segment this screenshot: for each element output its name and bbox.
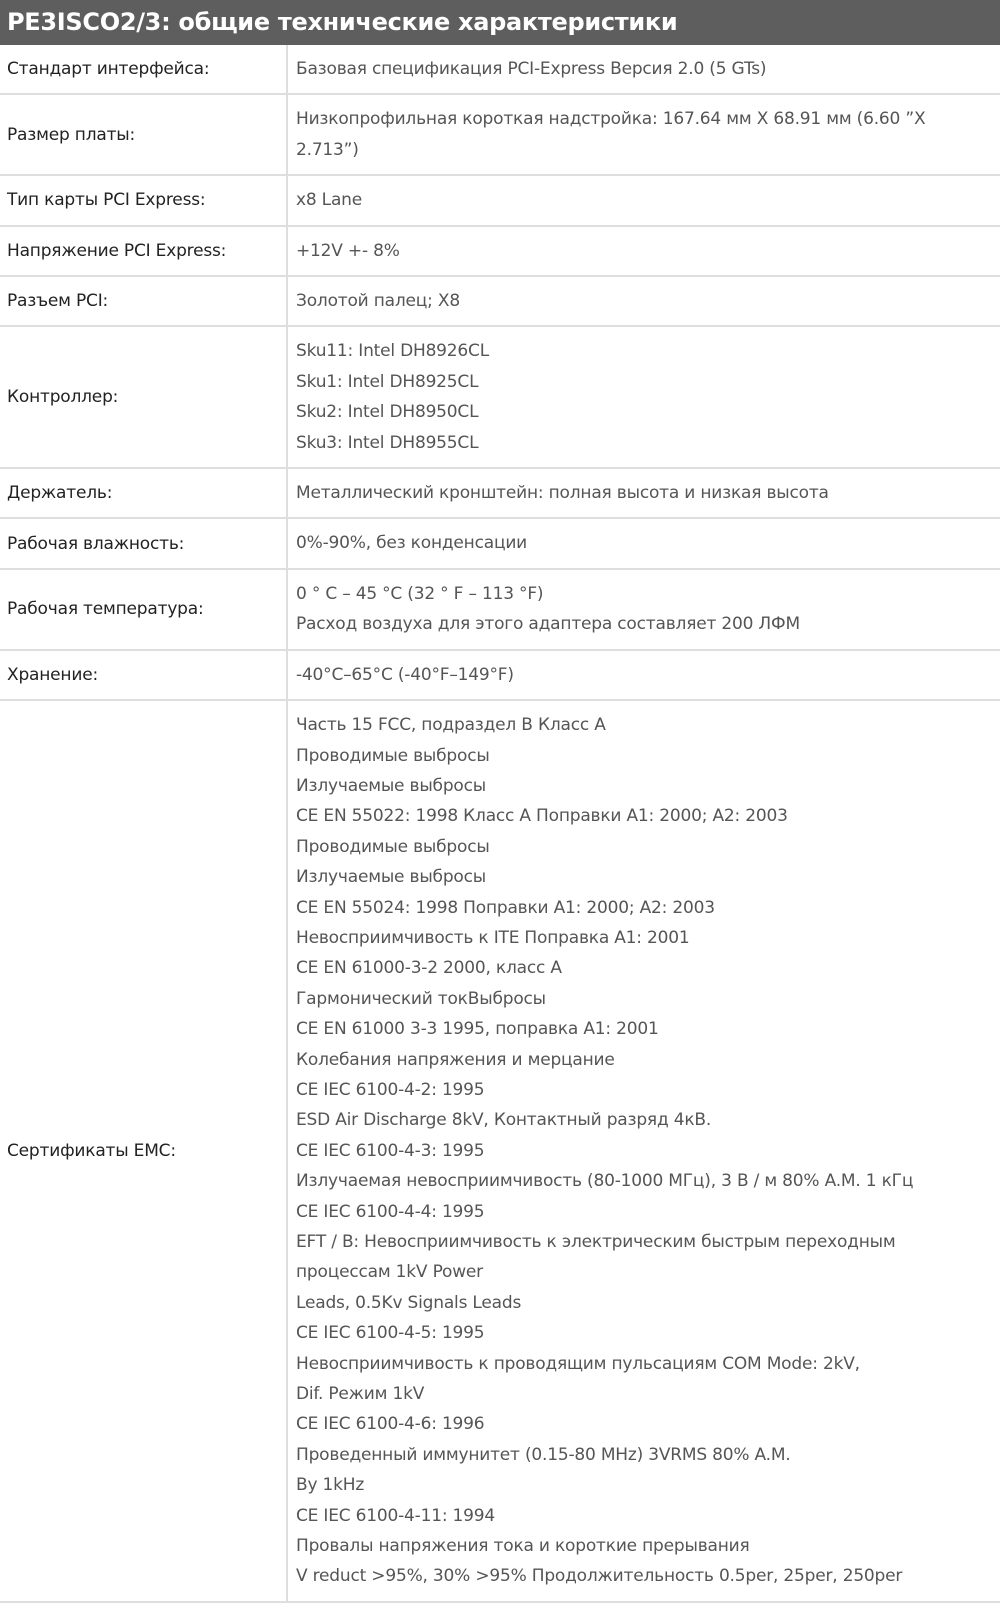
spec-value	[287, 226, 1000, 276]
spec-value-line: 0 ° C – 45 °C (32 ° F – 113 °F)	[296, 583, 544, 604]
spec-value-line: By 1kHz	[296, 1475, 365, 1496]
spec-value-line: -40°C–65°C (-40°F–149°F)	[296, 664, 514, 685]
spec-value-line: Излучаемая невосприимчивость (80-1000 МГц), 3 В / м 80% A.M. 1 кГц	[296, 1171, 914, 1192]
spec-value	[287, 276, 1000, 326]
table-row	[0, 700, 1000, 1602]
table-row	[0, 45, 1000, 94]
spec-value-line: CE IEC 6100-4-4: 1995	[296, 1201, 485, 1222]
spec-label: Хранение:	[0, 650, 287, 700]
spec-value-line: Невосприимчивость к ITE Поправка A1: 2001	[296, 927, 690, 948]
spec-value-line: Гармонический токВыбросы	[296, 988, 546, 1009]
spec-label: Держатель:	[0, 468, 287, 518]
spec-value-line: Базовая спецификация PCI-Express Версия 2.0 (5 GTs)	[296, 59, 767, 79]
spec-value-line: CE IEC 6100-4-5: 1995	[296, 1323, 485, 1344]
spec-value-line: Излучаемые выбросы	[296, 867, 486, 888]
table-row	[0, 175, 1000, 225]
spec-value-line: ESD Air Discharge 8kV, Контактный разряд 4кВ.	[296, 1110, 712, 1131]
spec-label: Стандарт интерфейса:	[0, 45, 287, 94]
spec-value	[287, 326, 1000, 468]
spec-label: Разъем PCI:	[0, 276, 287, 326]
spec-value	[287, 175, 1000, 225]
spec-value-line: Излучаемые выбросы	[296, 775, 486, 796]
table-row	[0, 326, 1000, 468]
spec-value-line: EFT / B: Невосприимчивость к электрическим быстрым переходным	[296, 1232, 896, 1252]
spec-value-line: Sku1: Intel DH8925CL	[296, 371, 479, 392]
spec-value	[287, 94, 1000, 175]
spec-value-line: Золотой палец; X8	[296, 291, 460, 312]
spec-value-line: CE IEC 6100-4-6: 1996	[296, 1414, 485, 1435]
spec-label: Рабочая влажность:	[0, 518, 287, 568]
spec-value-line: Проводимые выбросы	[296, 836, 490, 857]
spec-label: Размер платы:	[0, 94, 287, 175]
spec-value-line: Sku11: Intel DH8926CL	[296, 341, 489, 362]
table-row	[0, 226, 1000, 276]
spec-value	[287, 518, 1000, 568]
table-row	[0, 518, 1000, 568]
table-row	[0, 650, 1000, 700]
table-row	[0, 94, 1000, 175]
spec-value-line: CE EN 61000-3-2 2000, класс A	[296, 958, 562, 979]
spec-value-line: +12V +- 8%	[296, 240, 400, 261]
spec-value-line: 2.713”)	[296, 139, 359, 160]
spec-label: Контроллер:	[0, 326, 287, 468]
table-row	[0, 468, 1000, 518]
spec-value-line: Проводимые выбросы	[296, 745, 490, 766]
spec-table	[0, 45, 1000, 1603]
spec-label: Тип карты PCI Express:	[0, 175, 287, 225]
spec-value-line: CE EN 55024: 1998 Поправки A1: 2000; A2: 2003	[296, 897, 715, 918]
spec-value-line: CE IEC 6100-4-2: 1995	[296, 1079, 485, 1100]
spec-value-line: CE IEC 6100-4-11: 1994	[296, 1505, 496, 1526]
spec-value	[287, 468, 1000, 518]
spec-value-line: x8 Lane	[296, 190, 363, 211]
spec-value-line: V reduct >95%, 30% >95% Продолжительность 0.5per, 25per, 250per	[296, 1566, 903, 1587]
spec-value-line: Низкопрофильная короткая надстройка: 167.64 мм X 68.91 мм (6.60 ”X	[296, 109, 926, 130]
spec-value-line: 0%-90%, без конденсации	[296, 533, 528, 554]
spec-value-line: CE IEC 6100-4-3: 1995	[296, 1140, 485, 1161]
spec-value	[287, 650, 1000, 700]
spec-value-line: процессам 1kV Power	[296, 1262, 483, 1283]
spec-value-line: Sku2: Intel DH8950CL	[296, 402, 479, 423]
spec-value-line: Проведенный иммунитет (0.15-80 MHz) 3VRMS 80% A.M.	[296, 1444, 791, 1465]
spec-value-line: Leads, 0.5Kv Signals Leads	[296, 1292, 522, 1313]
spec-value-line: Провалы напряжения тока и короткие прерывания	[296, 1536, 750, 1557]
page-title: PE3ISCO2/3: общие технические характеристики	[0, 0, 1000, 45]
spec-label: Сертификаты EMC:	[0, 700, 287, 1602]
spec-value-line: Металлический кронштейн: полная высота и низкая высота	[296, 483, 829, 504]
spec-value-line: Невосприимчивость к проводящим пульсациям COM Mode: 2kV,	[296, 1353, 860, 1374]
spec-label: Напряжение PCI Express:	[0, 226, 287, 276]
spec-value	[287, 569, 1000, 650]
spec-value-line: Sku3: Intel DH8955CL	[296, 432, 479, 453]
spec-value-line: CE EN 55022: 1998 Класс A Поправки A1: 2000; A2: 2003	[296, 806, 788, 827]
table-row	[0, 569, 1000, 650]
spec-value-line: Расход воздуха для этого адаптера составляет 200 ЛФМ	[296, 614, 800, 635]
spec-value	[287, 45, 1000, 94]
spec-value-line: Часть 15 FCC, подраздел B Класс A	[296, 715, 606, 736]
spec-label: Рабочая температура:	[0, 569, 287, 650]
spec-value-line: Dif. Режим 1kV	[296, 1384, 425, 1405]
table-row	[0, 276, 1000, 326]
spec-value-line: Колебания напряжения и мерцание	[296, 1049, 615, 1070]
spec-value-line: CE EN 61000 3-3 1995, поправка A1: 2001	[296, 1019, 659, 1040]
spec-value	[287, 700, 1000, 1602]
